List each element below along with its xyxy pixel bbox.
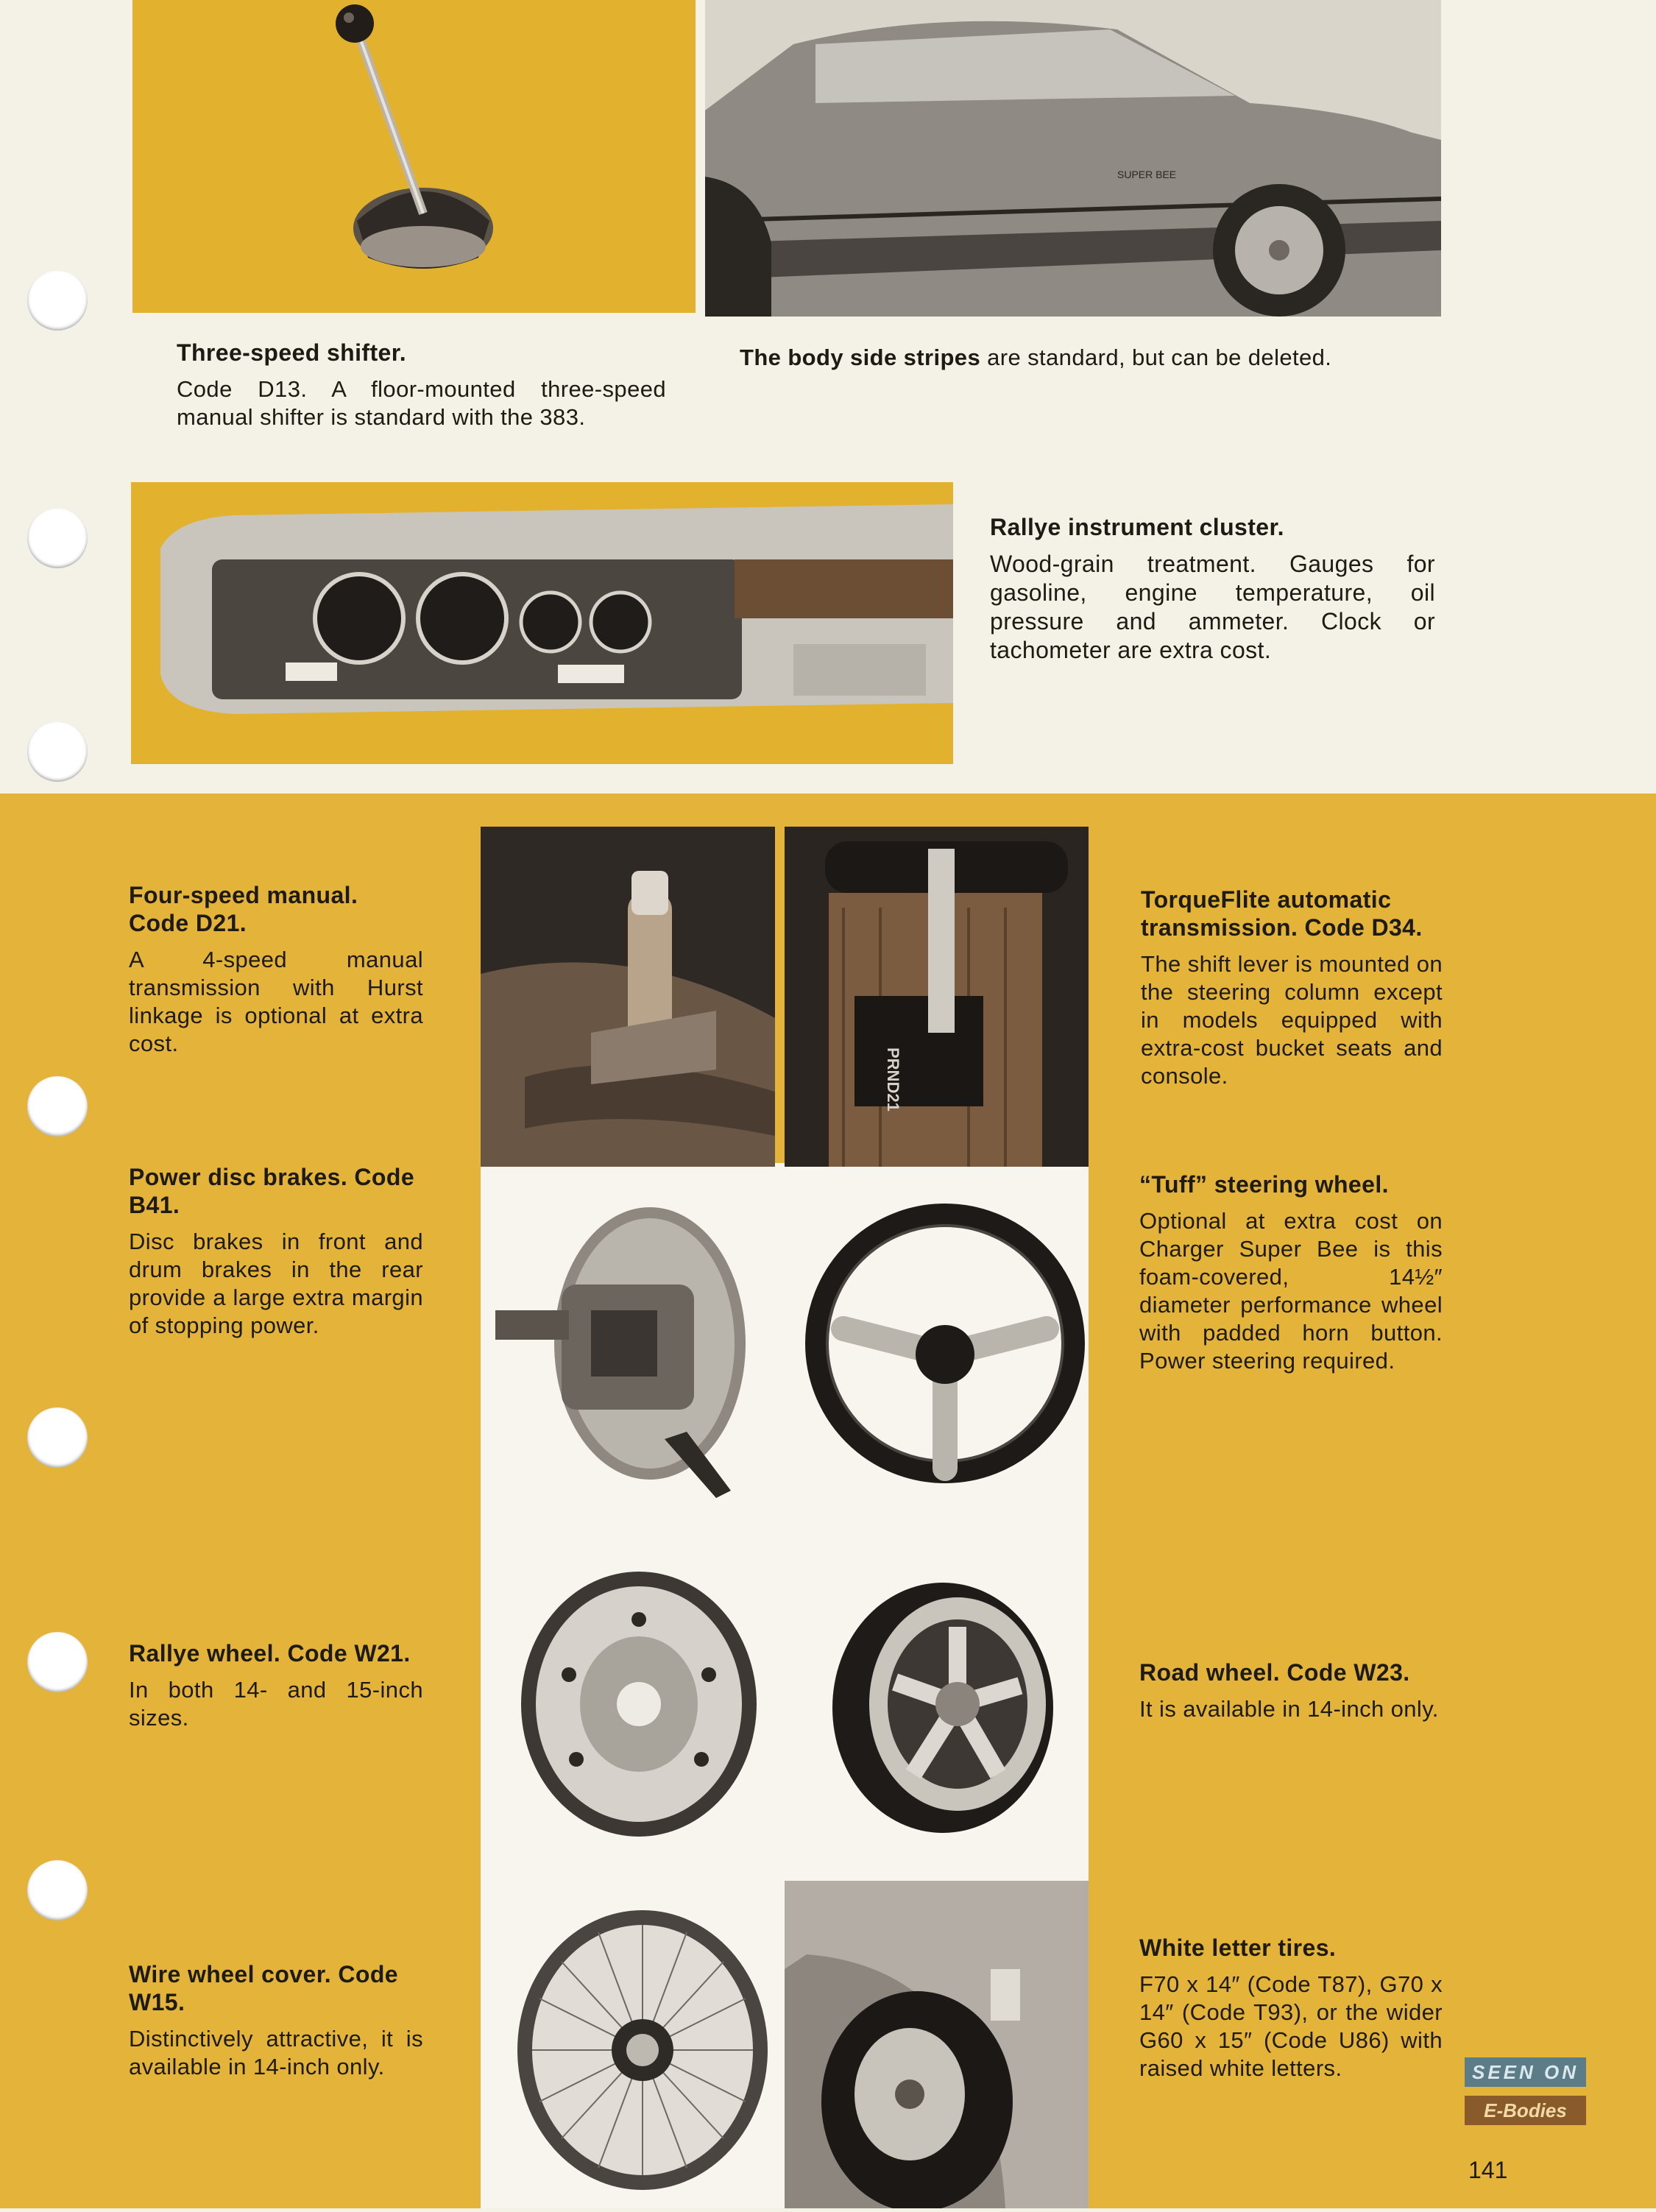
- car-photo-panel: [705, 0, 1441, 317]
- steering-wheel-photo: [785, 1174, 1089, 1527]
- shifter-caption-body: Code D13. A floor-mounted three-speed manual shifter is standard with the 383.: [177, 376, 666, 430]
- white-letter-tires-caption-body: F70 x 14″ (Code T87), G70 x 14″ (Code T93), or the wider G60 x 15″ (Code U86) with raised white letters.: [1139, 1971, 1443, 2081]
- shifter-caption-title: Three-speed shifter.: [177, 339, 407, 366]
- steering-wheel-caption: [1139, 1170, 1443, 1375]
- road-wheel-caption: [1139, 1658, 1443, 1723]
- four-speed-caption-title: Four-speed manual. Code D21.: [129, 882, 358, 936]
- wire-wheel-caption-title: Wire wheel cover. Code W15.: [129, 1961, 398, 2015]
- road-wheel-caption-title: Road wheel. Code W23.: [1139, 1659, 1410, 1686]
- binder-hole: [27, 1407, 88, 1468]
- torqueflite-caption-body: The shift lever is mounted on the steering column except in models equipped with extra-cost bucket seats and console.: [1141, 951, 1443, 1089]
- cluster-photo-panel: [131, 482, 953, 764]
- stripes-caption-title: The body side stripes: [740, 344, 981, 370]
- disc-brakes-caption-body: Disc brakes in front and drum brakes in the rear provide a large extra margin of stopping power.: [129, 1229, 423, 1338]
- watermark-line-1: SEEN ON: [1465, 2057, 1586, 2087]
- three-speed-shifter-image: [132, 0, 696, 313]
- four-speed-photo: [481, 827, 775, 1167]
- wire-wheel-photo: [481, 1881, 785, 2208]
- shifter-caption: [177, 339, 666, 431]
- shifter-photo-panel: [132, 0, 696, 313]
- cluster-caption: [990, 513, 1435, 665]
- steering-wheel-caption-body: Optional at extra cost on Charger Super Bee is this foam-covered, 14½″ diameter performance wheel with padded horn button. Power steering required.: [1139, 1208, 1443, 1374]
- binder-hole: [27, 508, 88, 568]
- instrument-cluster-image: [131, 482, 953, 764]
- disc-brakes-caption: [129, 1163, 423, 1340]
- four-speed-caption: [129, 881, 423, 1058]
- disc-brakes-caption-title: Power disc brakes. Code B41.: [129, 1164, 415, 1218]
- wire-wheel-caption: [129, 1960, 423, 2081]
- charger-side-photo: [705, 0, 1441, 317]
- page-number: 141: [1468, 2157, 1508, 2183]
- binder-hole: [27, 1860, 88, 1921]
- binder-hole: [27, 1632, 88, 1692]
- torqueflite-caption: [1141, 886, 1443, 1090]
- road-wheel-caption-body: It is available in 14-inch only.: [1139, 1696, 1439, 1722]
- cluster-caption-body: Wood-grain treatment. Gauges for gasoline, engine temperature, oil pressure and ammeter. Clock or tachometer are extra cost.: [990, 551, 1435, 663]
- stripes-caption: [740, 344, 1446, 372]
- white-letter-tires-caption-title: White letter tires.: [1139, 1934, 1337, 1961]
- car-badge-text: SUPER BEE: [1117, 169, 1177, 180]
- wire-wheel-caption-body: Distinctively attractive, it is available in 14-inch only.: [129, 2026, 423, 2080]
- white-letter-tires-caption: [1139, 1934, 1443, 2082]
- torqueflite-caption-title: TorqueFlite automatic transmission. Code D34.: [1141, 886, 1423, 941]
- road-wheel-photo: [785, 1538, 1089, 1862]
- torqueflite-photo: [785, 827, 1089, 1167]
- disc-brake-photo: [481, 1174, 785, 1527]
- rallye-wheel-photo: [481, 1538, 785, 1862]
- gear-indicator-text: PRND21: [884, 1047, 902, 1112]
- white-letter-tire-photo: [785, 1881, 1089, 2208]
- rallye-wheel-caption-body: In both 14- and 15-inch sizes.: [129, 1677, 423, 1731]
- watermark-line-2: E-Bodies: [1465, 2096, 1586, 2125]
- binder-hole: [27, 1076, 88, 1137]
- rallye-wheel-caption: [129, 1639, 423, 1732]
- rallye-wheel-caption-title: Rallye wheel. Code W21.: [129, 1640, 411, 1667]
- binder-hole: [27, 270, 88, 331]
- stripes-caption-body: are standard, but can be deleted.: [980, 344, 1332, 370]
- seen-on-ebodies-watermark: [1465, 2057, 1586, 2135]
- binder-hole: [27, 721, 88, 782]
- steering-wheel-caption-title: “Tuff” steering wheel.: [1139, 1171, 1389, 1198]
- four-speed-caption-body: A 4-speed manual transmission with Hurst linkage is optional at extra cost.: [129, 947, 423, 1056]
- cluster-caption-title: Rallye instrument cluster.: [990, 514, 1284, 540]
